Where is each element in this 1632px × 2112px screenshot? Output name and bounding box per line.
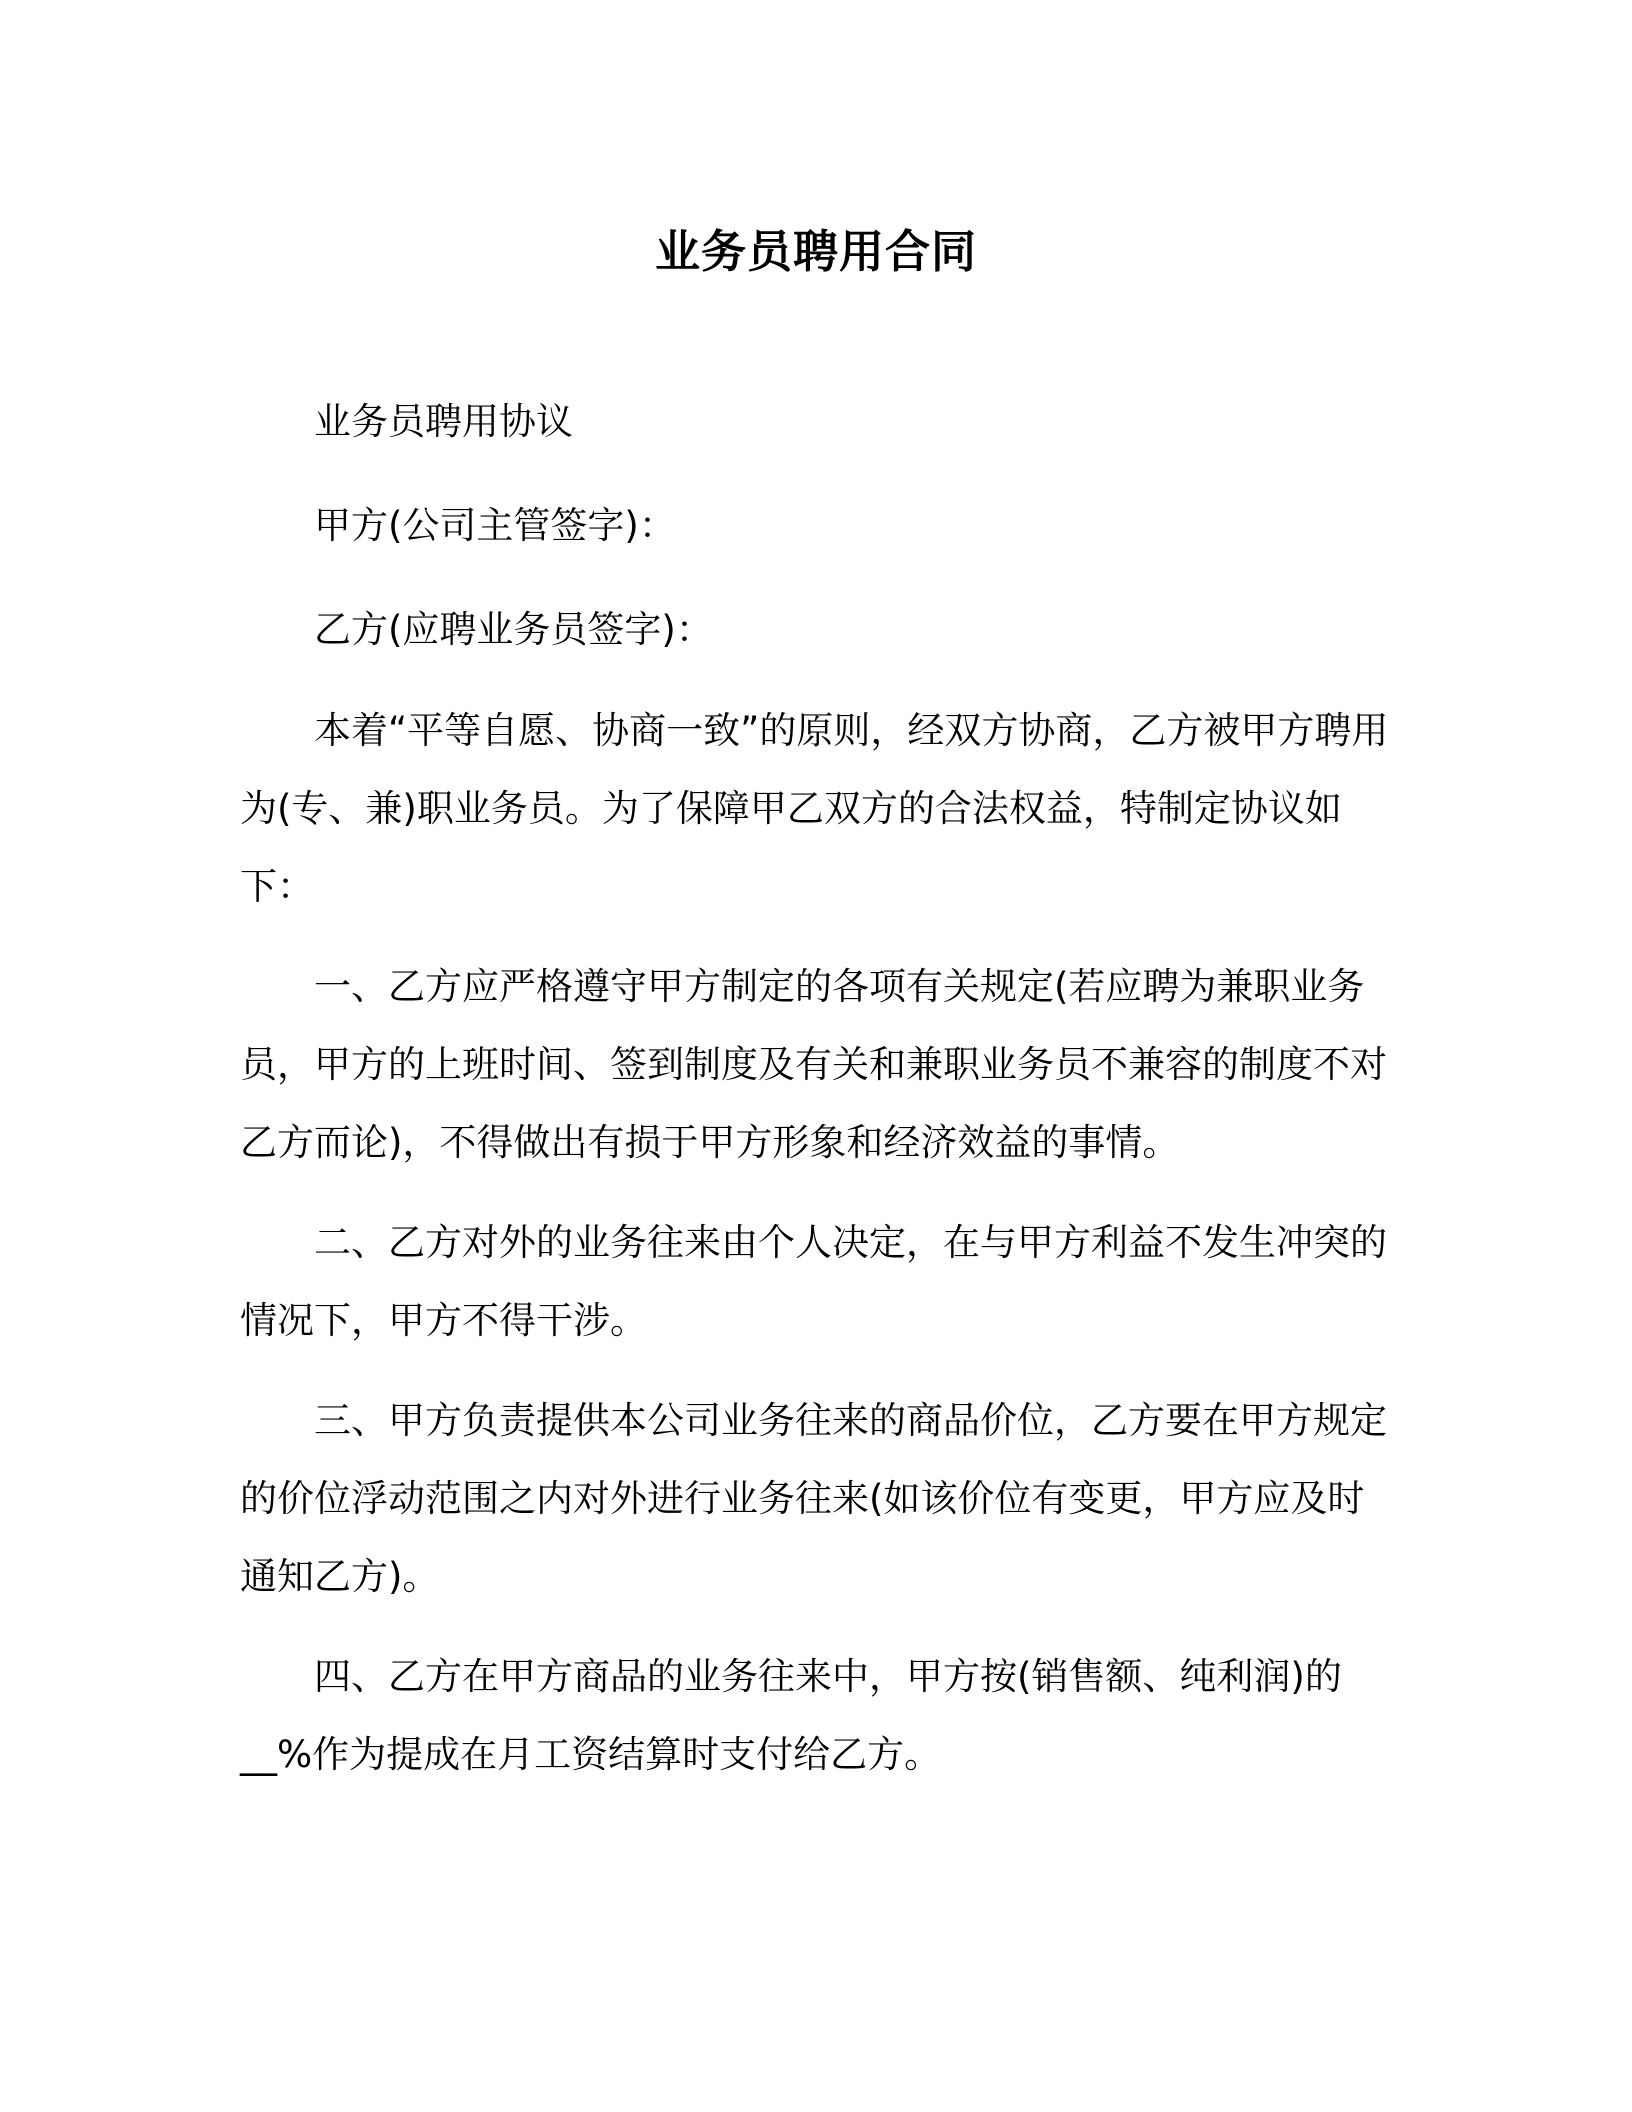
clause-1-paragraph: 一、乙方应严格遵守甲方制定的各项有关规定(若应聘为兼职业务员，甲方的上班时间、签到制度及有关和兼职业务员不兼容的制度不对乙方而论)，不得做出有损于甲方形象和经济效益的事情。 (240, 965, 1387, 1164)
clause-4-paragraph: 四、乙方在甲方商品的业务往来中，甲方按(销售额、纯利润)的__%作为提成在月工资结算时支付给乙方。 (240, 1655, 1342, 1776)
agreement-subtitle: 业务员聘用协议 (314, 400, 573, 443)
party-a-signature-line: 甲方(公司主管签字)： (314, 504, 676, 547)
party-b-signature-line: 乙方(应聘业务员签字)： (314, 608, 713, 651)
clause-3-paragraph: 三、甲方负责提供本公司业务往来的商品价位，乙方要在甲方规定的价位浮动范围之内对外进行业务往来(如该价位有变更，甲方应及时通知乙方)。 (240, 1399, 1387, 1598)
preamble-paragraph: 本着“平等自愿、协商一致”的原则，经双方协商，乙方被甲方聘用为(专、兼)职业务员。为了保障甲乙双方的合法权益，特制定协议如下： (240, 709, 1389, 908)
clause-2-paragraph: 二、乙方对外的业务往来由个人决定，在与甲方利益不发生冲突的情况下，甲方不得干涉。 (240, 1221, 1387, 1342)
document-title: 业务员聘用合同 (654, 225, 977, 278)
